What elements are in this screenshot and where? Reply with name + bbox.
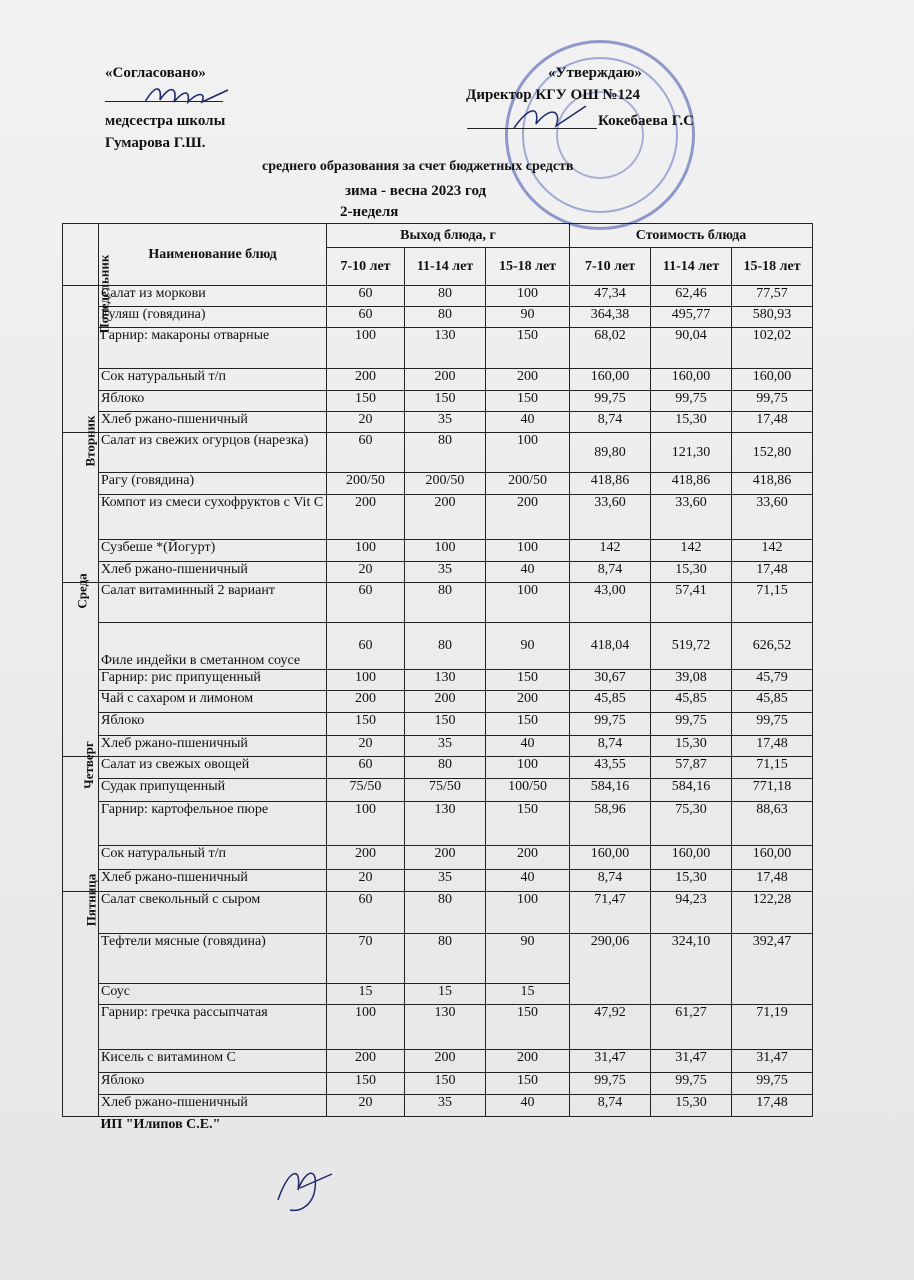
- output-cell: 15: [327, 984, 405, 1005]
- cost-cell: 584,16: [570, 779, 651, 802]
- output-cell: 80: [405, 623, 486, 670]
- output-cell: 100: [327, 1005, 405, 1050]
- cost-cell: 160,00: [651, 369, 732, 391]
- table-row: [63, 757, 813, 779]
- cost-cell: 626,52: [732, 623, 813, 670]
- cost-cell: 68,02: [570, 328, 651, 369]
- cost-cell: 71,15: [732, 583, 813, 623]
- output-cell: 200: [486, 691, 570, 713]
- output-cell: 40: [486, 870, 570, 892]
- output-cell: 15: [405, 984, 486, 1005]
- dish-name: Рагу (говядина): [99, 473, 327, 495]
- output-cell: 40: [486, 736, 570, 757]
- cost-cell: 584,16: [651, 779, 732, 802]
- table-row: [63, 1005, 813, 1050]
- output-cell: 100: [327, 540, 405, 562]
- dish-name: Яблоко: [99, 1073, 327, 1095]
- dish-name: Салат из свежых овощей: [99, 757, 327, 779]
- cost-cell: 17,48: [732, 1095, 813, 1117]
- table-row: [63, 307, 813, 328]
- table-row: [63, 713, 813, 736]
- output-cell: 100: [486, 892, 570, 934]
- cost-cell: 8,74: [570, 412, 651, 433]
- table-row: [63, 1095, 813, 1117]
- cost-cell: 8,74: [570, 562, 651, 583]
- output-cell: 200/50: [486, 473, 570, 495]
- cost-cell: 45,85: [651, 691, 732, 713]
- cost-cell: 99,75: [651, 391, 732, 412]
- day-cell: Пятница: [63, 892, 99, 1117]
- dish-name: Салат витаминный 2 вариант: [99, 583, 327, 623]
- cost-cell: 31,47: [732, 1050, 813, 1073]
- dish-name: Кисель с витамином С: [99, 1050, 327, 1073]
- output-cell: 35: [405, 1095, 486, 1117]
- dish-name: Компот из смеси сухофруктов с Vit C: [99, 495, 327, 540]
- cost-cell: 94,23: [651, 892, 732, 934]
- output-cell: 100: [486, 540, 570, 562]
- dish-name: Гарнир: макароны отварные: [99, 328, 327, 369]
- output-cell: 60: [327, 307, 405, 328]
- dish-name: Хлеб ржано-пшеничный: [99, 736, 327, 757]
- cost-cell: 418,86: [570, 473, 651, 495]
- cost-cell: 580,93: [732, 307, 813, 328]
- dish-name: Филе индейки в сметанном соусе: [99, 623, 327, 670]
- dish-name: Салат свекольный с сыром: [99, 892, 327, 934]
- output-cell: 40: [486, 562, 570, 583]
- dish-name: Гуляш (говядина): [99, 307, 327, 328]
- table-row: [63, 1073, 813, 1095]
- cost-cell: 8,74: [570, 736, 651, 757]
- output-cell: 200: [486, 495, 570, 540]
- nurse-name: Гумарова Г.Ш.: [105, 135, 206, 151]
- day-cell: Понедельник: [63, 286, 99, 433]
- dish-name: Гарнир: картофельное пюре: [99, 802, 327, 846]
- output-cell: 60: [327, 583, 405, 623]
- output-cell: 20: [327, 562, 405, 583]
- cost-cell: 33,60: [570, 495, 651, 540]
- cost-cell: 495,77: [651, 307, 732, 328]
- cost-cell: 15,30: [651, 412, 732, 433]
- output-cell: 35: [405, 870, 486, 892]
- cost-cell: 160,00: [570, 846, 651, 870]
- output-cell: 100: [486, 583, 570, 623]
- cost-cell: 392,47: [732, 934, 813, 1005]
- cost-cell: 99,75: [570, 391, 651, 412]
- cost-cell: 418,86: [732, 473, 813, 495]
- output-cell: 35: [405, 562, 486, 583]
- output-cell: 150: [327, 1073, 405, 1095]
- cost-cell: 160,00: [570, 369, 651, 391]
- cost-cell: 33,60: [732, 495, 813, 540]
- cost-cell: 17,48: [732, 562, 813, 583]
- table-row: [63, 670, 813, 691]
- output-cell: 100: [486, 757, 570, 779]
- table-row: [63, 870, 813, 892]
- cost-cell: 31,47: [570, 1050, 651, 1073]
- table-row: [63, 391, 813, 412]
- output-cell: 130: [405, 328, 486, 369]
- output-cell: 200: [405, 369, 486, 391]
- dish-name-header: Наименование блюд: [99, 224, 327, 286]
- dish-name: Яблоко: [99, 391, 327, 412]
- output-cell: 100/50: [486, 779, 570, 802]
- table-row: [63, 779, 813, 802]
- output-cell: 35: [405, 412, 486, 433]
- cost-cell: 33,60: [651, 495, 732, 540]
- cost-cell: 152,80: [732, 433, 813, 473]
- cost-cell: 57,41: [651, 583, 732, 623]
- output-cell: 150: [327, 391, 405, 412]
- output-cell: 200/50: [327, 473, 405, 495]
- output-cell: 200/50: [405, 473, 486, 495]
- menu-table: [62, 223, 813, 1147]
- supplier-name: ИП "Илипов С.Е.": [100, 1117, 221, 1132]
- nurse-signature: [140, 80, 235, 110]
- output-cell: 20: [327, 1095, 405, 1117]
- day-column-header: [63, 224, 99, 286]
- dish-name: Яблоко: [99, 713, 327, 736]
- cost-cell: 102,02: [732, 328, 813, 369]
- output-cell: 130: [405, 1005, 486, 1050]
- table-row: [63, 286, 813, 307]
- output-cell: 20: [327, 412, 405, 433]
- output-cell: 150: [486, 802, 570, 846]
- output-cell: 90: [486, 934, 570, 984]
- cost-cell: 88,63: [732, 802, 813, 846]
- cost-age-header: 7-10 лет: [570, 248, 651, 286]
- output-cell: 40: [486, 412, 570, 433]
- dish-name: Хлеб ржано-пшеничный: [99, 870, 327, 892]
- director-signature: [510, 100, 590, 134]
- cost-age-header: 11-14 лет: [651, 248, 732, 286]
- output-cell: 100: [486, 286, 570, 307]
- cost-cell: 45,85: [732, 691, 813, 713]
- cost-cell: 142: [732, 540, 813, 562]
- cost-cell: 122,28: [732, 892, 813, 934]
- cost-cell: 142: [651, 540, 732, 562]
- cost-cell: 99,75: [732, 1073, 813, 1095]
- approved-agreed-title: «Согласовано»: [105, 65, 206, 81]
- table-row: [63, 623, 813, 670]
- cost-cell: 58,96: [570, 802, 651, 846]
- output-cell: 200: [327, 846, 405, 870]
- cost-cell: 15,30: [651, 736, 732, 757]
- output-cell: 15: [486, 984, 570, 1005]
- day-cell: Вторник: [63, 433, 99, 583]
- output-cell: 80: [405, 286, 486, 307]
- cost-cell: 30,67: [570, 670, 651, 691]
- dish-name: Хлеб ржано-пшеничный: [99, 562, 327, 583]
- output-cell: 80: [405, 583, 486, 623]
- cost-cell: 75,30: [651, 802, 732, 846]
- output-age-header: 11-14 лет: [405, 248, 486, 286]
- output-cell: 150: [327, 713, 405, 736]
- dish-name: Сузбеше *(Йогурт): [99, 540, 327, 562]
- cost-cell: 31,47: [651, 1050, 732, 1073]
- output-cell: 150: [486, 670, 570, 691]
- output-cell: 80: [405, 892, 486, 934]
- table-row: [63, 691, 813, 713]
- day-cell: Среда: [63, 583, 99, 757]
- dish-name: Судак припущенный: [99, 779, 327, 802]
- cost-header: Стоимость блюда: [570, 224, 813, 248]
- output-cell: 150: [486, 391, 570, 412]
- cost-cell: 90,04: [651, 328, 732, 369]
- output-cell: 60: [327, 892, 405, 934]
- table-row: [63, 473, 813, 495]
- output-cell: 20: [327, 736, 405, 757]
- output-cell: 100: [486, 433, 570, 473]
- day-cell: Четверг: [63, 757, 99, 892]
- output-cell: 150: [405, 1073, 486, 1095]
- cost-cell: 290,06: [570, 934, 651, 1005]
- output-cell: 200: [486, 369, 570, 391]
- output-cell: 150: [405, 713, 486, 736]
- cost-cell: 160,00: [732, 846, 813, 870]
- supplier-signature: [270, 1160, 340, 1218]
- output-cell: 200: [405, 495, 486, 540]
- output-cell: 200: [327, 1050, 405, 1073]
- cost-cell: 17,48: [732, 412, 813, 433]
- approve-title: «Утверждаю»: [548, 65, 642, 81]
- director-position: Директор КГУ ОШ №124: [466, 87, 641, 103]
- week-title: 2-неделя: [340, 204, 399, 220]
- cost-cell: 47,34: [570, 286, 651, 307]
- cost-cell: 121,30: [651, 433, 732, 473]
- output-header: Выход блюда, г: [327, 224, 570, 248]
- cost-cell: 519,72: [651, 623, 732, 670]
- output-cell: 150: [486, 713, 570, 736]
- output-cell: 200: [405, 846, 486, 870]
- output-cell: 100: [405, 540, 486, 562]
- cost-cell: 15,30: [651, 1095, 732, 1117]
- table-row: [63, 495, 813, 540]
- cost-cell: 61,27: [651, 1005, 732, 1050]
- table-row: [63, 1050, 813, 1073]
- cost-cell: 62,46: [651, 286, 732, 307]
- table-row: [63, 369, 813, 391]
- cost-cell: 17,48: [732, 736, 813, 757]
- table-row: [63, 412, 813, 433]
- output-cell: 80: [405, 433, 486, 473]
- output-cell: 20: [327, 870, 405, 892]
- output-cell: 100: [327, 802, 405, 846]
- cost-cell: 43,00: [570, 583, 651, 623]
- cost-cell: 71,47: [570, 892, 651, 934]
- output-cell: 150: [486, 1005, 570, 1050]
- output-age-header: 7-10 лет: [327, 248, 405, 286]
- cost-cell: 99,75: [732, 391, 813, 412]
- cost-cell: 45,79: [732, 670, 813, 691]
- output-cell: 80: [405, 757, 486, 779]
- cost-cell: 418,86: [651, 473, 732, 495]
- cost-cell: 39,08: [651, 670, 732, 691]
- output-cell: 60: [327, 286, 405, 307]
- output-cell: 200: [486, 846, 570, 870]
- table-row: [63, 433, 813, 473]
- season-title: зима - весна 2023 год: [345, 183, 487, 199]
- cost-cell: 99,75: [651, 1073, 732, 1095]
- output-cell: 60: [327, 757, 405, 779]
- output-cell: 40: [486, 1095, 570, 1117]
- output-cell: 200: [486, 1050, 570, 1073]
- funding-subtitle: среднего образования за счет бюджетных средств: [262, 159, 574, 174]
- output-cell: 150: [486, 1073, 570, 1095]
- cost-cell: 99,75: [732, 713, 813, 736]
- table-row: [63, 846, 813, 870]
- table-row: [63, 736, 813, 757]
- table-row: [63, 892, 813, 934]
- output-cell: 100: [327, 670, 405, 691]
- dish-name: Хлеб ржано-пшеничный: [99, 1095, 327, 1117]
- table-row: [63, 802, 813, 846]
- cost-cell: 160,00: [732, 369, 813, 391]
- output-cell: 35: [405, 736, 486, 757]
- output-cell: 90: [486, 623, 570, 670]
- cost-cell: 99,75: [570, 713, 651, 736]
- cost-cell: 418,04: [570, 623, 651, 670]
- output-cell: 200: [327, 369, 405, 391]
- output-cell: 70: [327, 934, 405, 984]
- cost-cell: 8,74: [570, 1095, 651, 1117]
- cost-cell: 47,92: [570, 1005, 651, 1050]
- output-cell: 200: [327, 495, 405, 540]
- output-cell: 60: [327, 623, 405, 670]
- output-cell: 130: [405, 802, 486, 846]
- cost-cell: 8,74: [570, 870, 651, 892]
- output-cell: 80: [405, 307, 486, 328]
- cost-cell: 71,15: [732, 757, 813, 779]
- nurse-position: медсестра школы: [105, 113, 226, 129]
- dish-name: Сок натуральный т/п: [99, 369, 327, 391]
- dish-name: Гарнир: рис припущенный: [99, 670, 327, 691]
- table-row: [63, 328, 813, 369]
- cost-cell: 45,85: [570, 691, 651, 713]
- cost-cell: 17,48: [732, 870, 813, 892]
- cost-cell: 57,87: [651, 757, 732, 779]
- dish-name: Салат из моркови: [99, 286, 327, 307]
- output-cell: 60: [327, 433, 405, 473]
- cost-cell: 99,75: [570, 1073, 651, 1095]
- cost-cell: 99,75: [651, 713, 732, 736]
- table-row: [63, 583, 813, 623]
- dish-name: Хлеб ржано-пшеничный: [99, 412, 327, 433]
- dish-name: Сок натуральный т/п: [99, 846, 327, 870]
- table-row: [63, 562, 813, 583]
- cost-cell: 364,38: [570, 307, 651, 328]
- output-cell: 150: [486, 328, 570, 369]
- cost-cell: 771,18: [732, 779, 813, 802]
- output-age-header: 15-18 лет: [486, 248, 570, 286]
- cost-cell: 160,00: [651, 846, 732, 870]
- output-cell: 130: [405, 670, 486, 691]
- cost-cell: 89,80: [570, 433, 651, 473]
- dish-name: Гарнир: гречка рассыпчатая: [99, 1005, 327, 1050]
- output-cell: 100: [327, 328, 405, 369]
- output-cell: 200: [405, 691, 486, 713]
- table-row: [63, 934, 813, 984]
- output-cell: 75/50: [405, 779, 486, 802]
- output-cell: 200: [327, 691, 405, 713]
- cost-cell: 77,57: [732, 286, 813, 307]
- cost-cell: 15,30: [651, 562, 732, 583]
- cost-cell: 324,10: [651, 934, 732, 1005]
- dish-name: Соус: [99, 984, 327, 1005]
- cost-cell: 71,19: [732, 1005, 813, 1050]
- dish-name: Чай с сахаром и лимоном: [99, 691, 327, 713]
- output-cell: 80: [405, 934, 486, 984]
- cost-age-header: 15-18 лет: [732, 248, 813, 286]
- dish-name: Тефтели мясные (говядина): [99, 934, 327, 984]
- output-cell: 90: [486, 307, 570, 328]
- output-cell: 75/50: [327, 779, 405, 802]
- cost-cell: 142: [570, 540, 651, 562]
- director-name: Кокебаева Г.С: [598, 113, 694, 129]
- output-cell: 150: [405, 391, 486, 412]
- dish-name: Салат из свежих огурцов (нарезка): [99, 433, 327, 473]
- output-cell: 200: [405, 1050, 486, 1073]
- cost-cell: 15,30: [651, 870, 732, 892]
- table-row: [63, 540, 813, 562]
- cost-cell: 43,55: [570, 757, 651, 779]
